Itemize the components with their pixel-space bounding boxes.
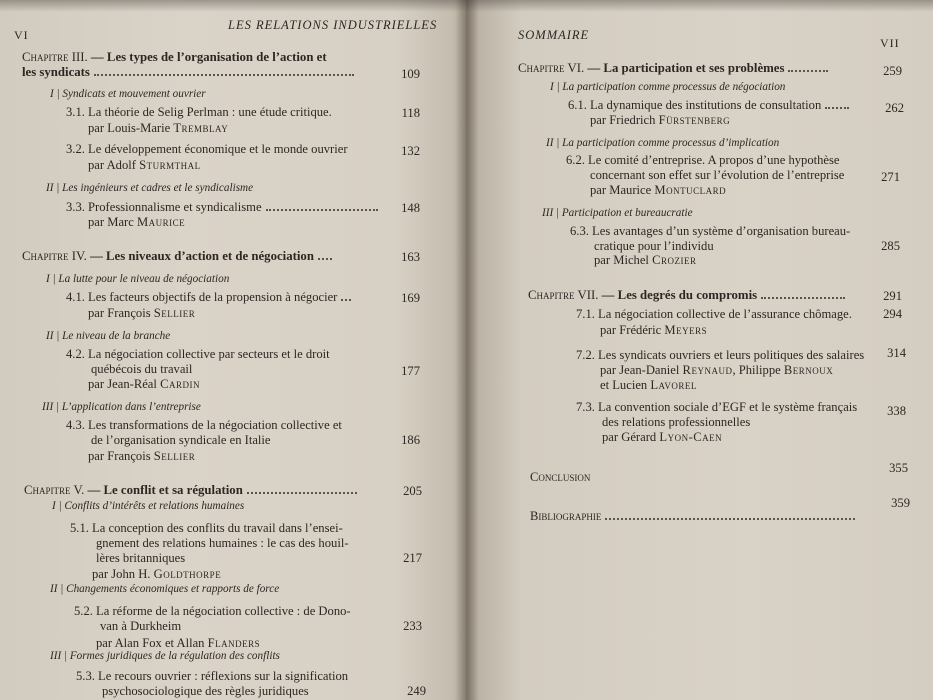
entry-7-3-page: 338: [887, 404, 906, 418]
toc-entry-7-3-line2: des relations professionnelles: [602, 415, 751, 429]
author-last: Sturmthal: [139, 158, 201, 172]
author-first: Adolf: [106, 158, 136, 172]
section-heading: I | Conflits d’intérêts et relations humaines: [52, 500, 245, 512]
author-prefix: par: [600, 323, 617, 337]
chapter-3-heading: [22, 50, 327, 65]
entry-title-line1: La négociation collective par secteurs et le droit: [88, 347, 330, 361]
leader-dots: [605, 515, 855, 520]
section-heading: III | Formes juridiques de la régulation des conflits: [50, 650, 280, 662]
right-running-head: SOMMAIRE: [518, 28, 590, 42]
toc-entry-5-3-line2: psychosociologique des règles juridiques: [102, 684, 309, 698]
chapter-5-title: — Le conflit et sa régulation: [84, 483, 243, 497]
author-last: Reynaud: [682, 363, 733, 377]
author-last: Flanders: [207, 636, 261, 650]
toc-entry-4-2: [66, 347, 330, 362]
entry-number: 7.1.: [576, 307, 595, 321]
author-second-last: Bernoux: [783, 363, 834, 377]
author-first: François: [107, 449, 151, 463]
entry-7-2-author: [600, 363, 833, 378]
author-last: Meyers: [664, 323, 708, 337]
chapter-7-page: 291: [883, 289, 902, 303]
entry-4-2-author: [88, 377, 200, 392]
author-prefix: par: [590, 183, 607, 197]
author-first: Jean-Daniel: [619, 363, 680, 377]
chapter-3-label: Chapitre III.: [22, 50, 88, 64]
left-page: [0, 0, 466, 700]
chapter-4-label: Chapitre IV.: [22, 249, 87, 263]
conclusion-page: 355: [889, 461, 908, 475]
author-last: Cardin: [160, 377, 200, 391]
entry-7-1-page: 294: [883, 307, 902, 321]
author-first: Friedrich: [609, 113, 656, 127]
entry-4-1-author: [88, 306, 195, 321]
author-first: Gérard: [621, 430, 657, 444]
right-folio: VII: [880, 36, 900, 50]
author-first: Maurice: [609, 183, 652, 197]
toc-entry-5-1-line3: lères britanniques: [96, 551, 186, 565]
right-page: [466, 0, 933, 700]
entry-number: 5.3.: [76, 669, 95, 683]
entry-6-3-author: [594, 253, 697, 268]
left-running-head: LES RELATIONS INDUSTRIELLES: [228, 18, 438, 32]
section-heading: II | Les ingénieurs et cadres et le syndicalisme: [46, 182, 254, 194]
entry-6-3-page: 285: [881, 239, 900, 253]
entry-title: Les syndicats ouvriers et leurs politiques des salaires: [598, 348, 865, 362]
section-heading: I | La participation comme processus de négociation: [550, 81, 786, 93]
author-last: Sellier: [153, 306, 196, 320]
toc-entry-6-3: [570, 224, 850, 239]
entry-5-1-page: 217: [403, 551, 422, 565]
toc-entry-4-3: [66, 418, 342, 433]
entry-7-3-author: [602, 430, 722, 445]
entry-title: La théorie de Selig Perlman : une étude critique.: [88, 105, 332, 119]
toc-entry-7-3: [576, 400, 857, 415]
entry-number: 6.3.: [570, 224, 589, 238]
chapter-5-heading: [24, 483, 361, 498]
chapter-4-title: — Les niveaux d’action et de négociation: [86, 249, 314, 263]
section-heading: I | Syndicats et mouvement ouvrier: [50, 88, 206, 100]
entry-4-2-page: 177: [401, 364, 420, 378]
author-last: Montuclard: [654, 183, 727, 197]
section-heading: II | Le niveau de la branche: [46, 330, 171, 342]
entry-number: 5.1.: [70, 521, 89, 535]
toc-entry-5-1: [70, 521, 343, 536]
section-heading: II | La participation comme processus d’implication: [546, 137, 780, 149]
chapter-3-heading-line2: [22, 65, 358, 80]
section-heading: III | Participation et bureaucratie: [542, 207, 693, 219]
toc-entry-3-1: [66, 105, 332, 120]
leader-dots: [825, 104, 849, 109]
author-prefix: par: [88, 158, 105, 172]
entry-number: 4.2.: [66, 347, 85, 361]
chapter-6-page: 259: [883, 64, 902, 78]
toc-entry-7-2: [576, 348, 864, 363]
entry-number: 5.2.: [74, 604, 93, 618]
author-last: Sellier: [153, 449, 196, 463]
author-first: Louis-Marie: [107, 121, 171, 135]
chapter-7-title: — Les degrés du compromis: [598, 288, 758, 302]
chapter-7-label: Chapitre VII.: [528, 288, 599, 302]
entry-number: 6.1.: [568, 98, 587, 112]
leader-dots: [94, 71, 354, 76]
bibliographie-label: Bibliographie: [530, 509, 602, 523]
author-third-first: et Lucien: [600, 378, 648, 392]
author-prefix: par: [602, 430, 619, 444]
section-heading: III | L’application dans l’entreprise: [42, 401, 201, 413]
entry-title: La négociation collective de l’assurance chômage.: [598, 307, 852, 321]
toc-entry-5-1-line2: gnement des relations humaines : le cas des houil-: [96, 536, 349, 550]
entry-6-1-author: [590, 113, 730, 128]
entry-title-line1: Les transformations de la négociation collective et: [88, 418, 342, 432]
entry-3-1-author: [88, 121, 228, 136]
entry-5-3-page: 249: [407, 684, 426, 698]
bibliographie-page: 359: [891, 496, 910, 510]
leader-dots: [761, 294, 845, 299]
author-prefix: par: [88, 215, 105, 229]
entry-3-2-page: 132: [401, 144, 420, 158]
entry-6-1-page: 262: [885, 101, 904, 115]
author-first: Alan Fox et Allan: [114, 636, 205, 650]
entry-3-2-author: [88, 158, 201, 173]
author-third-last: Lavorel: [650, 378, 697, 392]
toc-entry-7-1: [576, 307, 852, 322]
entry-4-3-author: [88, 449, 195, 464]
author-prefix: par: [88, 449, 105, 463]
entry-7-2-page: 314: [887, 346, 906, 360]
entry-6-2-page: 271: [881, 170, 900, 184]
toc-entry-3-2: [66, 142, 348, 157]
leader-dots: [341, 296, 351, 301]
entry-3-1-page: 118: [401, 106, 420, 120]
author-first: Jean-Réal: [107, 377, 157, 391]
author-prefix: par: [88, 377, 105, 391]
entry-title-line1: La réforme de la négociation collective : de Dono-: [96, 604, 351, 618]
entry-number: 6.2.: [566, 153, 585, 167]
entry-number: 7.3.: [576, 400, 595, 414]
author-first: Marc: [107, 215, 134, 229]
entry-3-3-page: 148: [401, 201, 420, 215]
conclusion-label: Conclusion: [530, 470, 591, 484]
author-first: Michel: [613, 253, 649, 267]
entry-title: Les facteurs objectifs de la propension à négocier: [88, 290, 338, 304]
bibliographie-entry: [530, 509, 859, 524]
toc-entry-4-1: [66, 290, 355, 305]
entry-title: Le développement économique et le monde ouvrier: [88, 142, 348, 156]
chapter-4-heading: [22, 249, 336, 264]
author-first: John H.: [111, 567, 151, 581]
entry-number: 4.1.: [66, 290, 85, 304]
chapter-5-label: Chapitre V.: [24, 483, 85, 497]
entry-title-line1: Les avantages d’un système d’organisation bureau-: [592, 224, 851, 238]
toc-entry-4-2-line2: québécois du travail: [91, 362, 193, 376]
author-prefix: par: [88, 121, 105, 135]
entry-4-1-page: 169: [401, 291, 420, 305]
entry-title: La dynamique des institutions de consultation: [590, 98, 822, 112]
chapter-3-page: 109: [401, 67, 420, 81]
left-folio: VI: [14, 28, 29, 42]
author-prefix: par: [88, 306, 105, 320]
author-last: Tremblay: [173, 121, 229, 135]
entry-number: 7.2.: [576, 348, 595, 362]
toc-entry-6-3-line2: cratique pour l’individu: [594, 239, 714, 253]
author-first: François: [107, 306, 151, 320]
chapter-4-page: 163: [401, 250, 420, 264]
toc-entry-5-3: [76, 669, 348, 684]
entry-title: Professionnalisme et syndicalisme: [88, 200, 262, 214]
entry-5-2-page: 233: [403, 619, 422, 633]
author-prefix: par: [96, 636, 113, 650]
author-first: Frédéric: [619, 323, 662, 337]
entry-title-line1: La conception des conflits du travail dans l’ensei-: [92, 521, 343, 535]
section-heading: II | Changements économiques et rapports de force: [50, 583, 280, 595]
entry-number: 3.2.: [66, 142, 85, 156]
toc-entry-6-2: [566, 153, 840, 168]
entry-6-2-author: [590, 183, 726, 198]
toc-entry-3-3: [66, 200, 382, 215]
conclusion-entry: [530, 470, 590, 485]
section-heading: I | La lutte pour le niveau de négociation: [46, 273, 230, 285]
chapter-3-title-line2: les syndicats: [22, 65, 90, 79]
author-last: Crozier: [652, 253, 697, 267]
author-prefix: par: [92, 567, 109, 581]
toc-entry-4-3-line2: de l’organisation syndicale en Italie: [91, 433, 271, 447]
chapter-6-heading: [518, 61, 832, 76]
entry-5-1-author: [92, 567, 221, 582]
entry-number: 3.1.: [66, 105, 85, 119]
toc-entry-5-2-line2: van à Durkheim: [100, 619, 182, 633]
leader-dots: [318, 255, 332, 260]
entry-title-line1: Le recours ouvrier : réflexions sur la signification: [98, 669, 349, 683]
chapter-5-page: 205: [403, 484, 422, 498]
author-last: Goldthorpe: [153, 567, 222, 581]
author-last: Fürstenberg: [658, 113, 731, 127]
entry-title-line1: La convention sociale d’EGF et le système français: [598, 400, 858, 414]
author-last: Lyon-Caen: [659, 430, 723, 444]
leader-dots: [266, 206, 378, 211]
entry-3-3-author: [88, 215, 185, 230]
author-prefix: par: [600, 363, 617, 377]
entry-7-2-author-line2: [600, 378, 697, 393]
chapter-3-title-line1: — Les types de l’organisation de l’action et: [87, 50, 327, 64]
leader-dots: [788, 67, 828, 72]
chapter-6-title: — La participation et ses problèmes: [584, 61, 785, 75]
chapter-6-label: Chapitre VI.: [518, 61, 585, 75]
toc-entry-5-2: [74, 604, 351, 619]
author-prefix: par: [594, 253, 611, 267]
entry-number: 4.3.: [66, 418, 85, 432]
chapter-7-heading: [528, 288, 849, 303]
leader-dots: [247, 489, 357, 494]
toc-entry-6-1: [568, 98, 853, 113]
entry-4-3-page: 186: [401, 433, 420, 447]
entry-7-1-author: [600, 323, 707, 338]
toc-entry-6-2-line2: concernant son effet sur l’évolution de l’entreprise: [590, 168, 845, 182]
entry-number: 3.3.: [66, 200, 85, 214]
entry-title-line1: Le comité d’entreprise. A propos d’une hypothèse: [588, 153, 840, 167]
author-prefix: par: [590, 113, 607, 127]
author-second-first: , Philippe: [732, 363, 781, 377]
author-last: Maurice: [136, 215, 186, 229]
